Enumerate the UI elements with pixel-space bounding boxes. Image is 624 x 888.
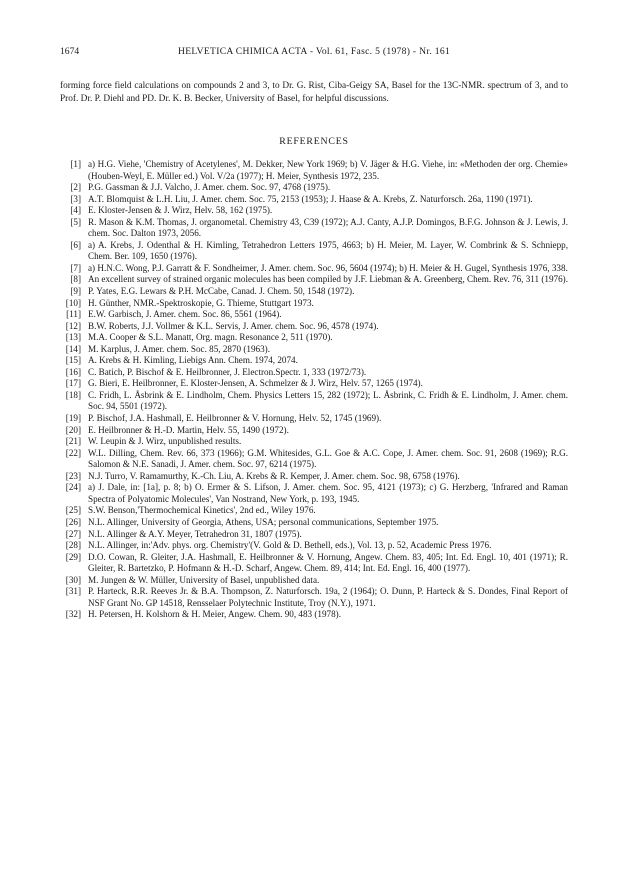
references-list	[60, 159, 568, 621]
running-header	[60, 46, 568, 60]
reference-text: An excellent survey of strained organic molecules has been compiled by J.F. Liebman & A. Greenberg, Chem. Rev. 76, 311 (1976).	[88, 274, 568, 285]
reference-number: [17]	[65, 378, 81, 389]
reference-text: S.W. Benson,'Thermochemical Kinetics', 2nd ed., Wiley 1976.	[88, 505, 316, 516]
reference-number: [14]	[65, 343, 81, 354]
reference-item	[60, 413, 568, 425]
reference-text: P. Harteck, R.R. Reeves Jr. & B.A. Thompson, Z. Naturforsch. 19a, 2 (1964); O. Dunn, P. Harteck & S. Dondes, Final Report of NSF Grant No. GP 14518, Rensselaer Polytechnic Institute, Troy (N.Y.), 1971.	[88, 586, 568, 608]
reference-number: [16]	[65, 366, 81, 377]
reference-item	[60, 367, 568, 379]
reference-text: B.W. Roberts, J.J. Vollmer & K.L. Servis, J. Amer. chem. Soc. 96, 4578 (1974).	[88, 320, 379, 331]
reference-text: N.L. Allinger, in:'Adv. phys. org. Chemistry'(V. Gold & D. Bethell, eds.), Vol. 13, p. 52, Academic Press 1976.	[88, 540, 492, 551]
reference-item	[60, 159, 568, 182]
acknowledgement-text: forming force field calculations on compounds 2 and 3, to Dr. G. Rist, Ciba-Geigy SA, Basel for the 13C-NMR. spectrum of 3, and to Prof. Dr. P. Diehl and PD. Dr. K. B. Becker, University of Basel, for helpful discussions.	[60, 81, 568, 104]
reference-number: [1]	[70, 159, 81, 169]
reference-item	[60, 274, 568, 286]
reference-item	[60, 448, 568, 471]
reference-item	[60, 517, 568, 529]
reference-text: E.W. Garbisch, J. Amer. chem. Soc. 86, 5561 (1964).	[88, 309, 282, 320]
reference-number: [30]	[65, 574, 81, 585]
reference-number: [3]	[70, 193, 81, 204]
reference-item	[60, 286, 568, 298]
reference-number: [9]	[70, 286, 81, 297]
reference-text: A. Krebs & H. Kimling, Liebigs Ann. Chem. 1974, 2074.	[88, 355, 298, 366]
journal-header: HELVETICA CHIMICA ACTA - Vol. 61, Fasc. 5 (1978) - Nr. 161	[177, 46, 451, 57]
reference-number: [22]	[65, 447, 81, 458]
reference-item	[60, 263, 568, 275]
reference-item	[60, 344, 568, 356]
reference-item	[60, 240, 568, 263]
reference-number: [10]	[65, 297, 81, 308]
reference-number: [19]	[65, 413, 81, 424]
reference-text: D.O. Cowan, R. Gleiter, J.A. Hashmall, E. Heilbronner & V. Hornung, Angew. Chem. 83, 405; Int. Ed. Engl. 10, 401 (1971); R. Gleiter, R. Bartetzko, P. Hofmann & H.-D. Scharf, Angew. Chem. 89, 414; Int. Ed. Engl. 16, 400 (1977).	[88, 551, 568, 574]
reference-number: [28]	[65, 540, 81, 551]
reference-text: A.T. Blomquist & L.H. Liu, J. Amer. chem. Soc. 75, 2153 (1953); J. Haase & A. Krebs, Z. Naturforsch. 26a, 1190 (1971).	[88, 193, 533, 204]
reference-number: [12]	[65, 320, 81, 331]
reference-number: [7]	[70, 262, 81, 273]
reference-item	[60, 217, 568, 240]
reference-text: W.L. Dilling, Chem. Rev. 66, 373 (1966); G.M. Whitesides, G.L. Goe & A.C. Cope, J. Amer. chem. Soc. 91, 2608 (1969); R.G. Salomon & N.E. Sanadi, J. Amer. chem. Soc. 97, 6214 (1975).	[88, 447, 568, 470]
reference-number: [5]	[70, 216, 81, 227]
reference-item	[60, 332, 568, 344]
reference-item	[60, 436, 568, 448]
page	[60, 46, 568, 621]
reference-text: M.A. Cooper & S.L. Manatt, Org. magn. Resonance 2, 511 (1970).	[88, 332, 333, 343]
reference-text: R. Mason & K.M. Thomas, J. organometal. Chemistry 43, C39 (1972); A.J. Canty, A.J.P. Domingos, B.F.G. Johnson & J. Lewis, J. chem. Soc. Dalton 1973, 2056.	[88, 216, 568, 239]
references-heading: REFERENCES	[279, 136, 349, 147]
reference-number: [26]	[65, 516, 81, 527]
reference-text: C. Batich, P. Bischof & E. Heilbronner, J. Electron.Spectr. 1, 333 (1972/73).	[88, 366, 367, 377]
reference-text: C. Fridh, L. Åsbrink & E. Lindholm, Chem. Physics Letters 15, 282 (1972); L. Åsbrink, C. Fridh & E. Lindholm, J. Amer. chem. Soc. 94, 5501 (1972).	[88, 389, 568, 412]
reference-item	[60, 355, 568, 367]
reference-text: N.L. Allinger, University of Georgia, Athens, USA; personal communications, September 1975.	[88, 516, 439, 527]
reference-item	[60, 540, 568, 552]
reference-text: P. Bischof, J.A. Hashmall, E. Heilbronner & V. Hornung, Helv. 52, 1745 (1969).	[88, 413, 382, 424]
reference-item	[60, 390, 568, 413]
reference-item	[60, 194, 568, 206]
reference-item	[60, 309, 568, 321]
reference-text: W. Leupin & J. Wirz, unpublished results.	[88, 436, 242, 447]
reference-number: [11]	[66, 309, 81, 320]
reference-number: [23]	[65, 470, 81, 481]
reference-number: [6]	[70, 239, 81, 250]
reference-text: N.J. Turro, V. Ramamurthy, K.-Ch. Liu, A. Krebs & R. Kemper, J. Amer. chem. Soc. 98, 6758 (1976).	[88, 470, 460, 481]
page-number: 1674	[60, 46, 80, 57]
reference-item	[60, 182, 568, 194]
reference-text: a) H.N.C. Wong, P.J. Garratt & F. Sondheimer, J. Amer. chem. Soc. 96, 5604 (1974); b) H. Meier & H. Gugel, Synthesis 1976, 338.	[88, 262, 568, 273]
reference-text: E. Heilbronner & H.-D. Martin, Helv. 55, 1490 (1972).	[88, 424, 289, 435]
reference-text: P.G. Gassman & J.J. Valcho, J. Amer. chem. Soc. 97, 4768 (1975).	[88, 182, 331, 193]
reference-number: [21]	[65, 436, 81, 447]
reference-item	[60, 471, 568, 483]
reference-text: H. Günther, NMR.-Spektroskopie, G. Thieme, Stuttgart 1973.	[88, 297, 314, 308]
reference-text: M. Jungen & W. Müller, University of Basel, unpublished data.	[88, 574, 320, 585]
reference-item	[60, 425, 568, 437]
reference-item	[60, 378, 568, 390]
reference-text: P. Yates, E.G. Lewars & P.H. McCabe, Canad. J. Chem. 50, 1548 (1972).	[88, 286, 355, 297]
reference-number: [13]	[65, 332, 81, 343]
reference-number: [2]	[70, 182, 81, 193]
reference-number: [32]	[65, 609, 81, 620]
reference-text: a) A. Krebs, J. Odenthal & H. Kimling, Tetrahedron Letters 1975, 4663; b) H. Meier, M. Layer, W. Combrink & S. Schniepp, Chem. Ber. 109, 1650 (1976).	[88, 239, 568, 262]
reference-text: H. Petersen, H. Kolshorn & H. Meier, Angew. Chem. 90, 483 (1978).	[88, 609, 341, 620]
reference-text: N.L. Allinger & A.Y. Meyer, Tetrahedron 31, 1807 (1975).	[88, 528, 302, 539]
reference-number: [29]	[65, 551, 81, 562]
reference-number: [18]	[65, 389, 81, 400]
reference-item	[60, 482, 568, 505]
reference-item	[60, 609, 568, 621]
reference-item	[60, 505, 568, 517]
reference-item	[60, 529, 568, 541]
reference-text: M. Karplus, J. Amer. chem. Soc. 85, 2870 (1963).	[88, 343, 270, 354]
reference-text: a) H.G. Viehe, 'Chemistry of Acetylenes', M. Dekker, New York 1969; b) V. Jäger & H.G. Viehe, in: «Methoden der org. Chemie» (Houben-Weyl, E. Müller ed.) Vol. V/2a (1977); H. Meier, Synthesis 1972, 235.	[88, 159, 568, 181]
reference-text: a) J. Dale, in: [1a], p. 8; b) O. Ermer & S. Lifson, J. Amer. chem. Soc. 95, 4121 (1973); c) G. Herzberg, 'Infrared and Raman Spectra of Polyatomic Molecules', Van Nostrand, New York, p. 193, 1945.	[88, 482, 568, 504]
reference-number: [15]	[65, 355, 81, 366]
reference-number: [27]	[65, 528, 81, 539]
reference-number: [4]	[70, 205, 81, 216]
reference-number: [24]	[65, 482, 81, 493]
reference-item	[60, 586, 568, 609]
reference-text: G. Bieri, E. Heilbronner, E. Kloster-Jensen, A. Schmelzer & J. Wirz, Helv. 57, 1265 (1974).	[88, 378, 423, 389]
reference-item	[60, 552, 568, 575]
reference-item	[60, 205, 568, 217]
reference-item	[60, 575, 568, 587]
reference-number: [31]	[65, 586, 81, 597]
reference-item	[60, 321, 568, 333]
reference-number: [25]	[65, 505, 81, 516]
reference-number: [8]	[70, 274, 81, 285]
reference-text: E. Kloster-Jensen & J. Wirz, Helv. 58, 162 (1975).	[88, 205, 273, 216]
reference-number: [20]	[65, 424, 81, 435]
reference-item	[60, 298, 568, 310]
